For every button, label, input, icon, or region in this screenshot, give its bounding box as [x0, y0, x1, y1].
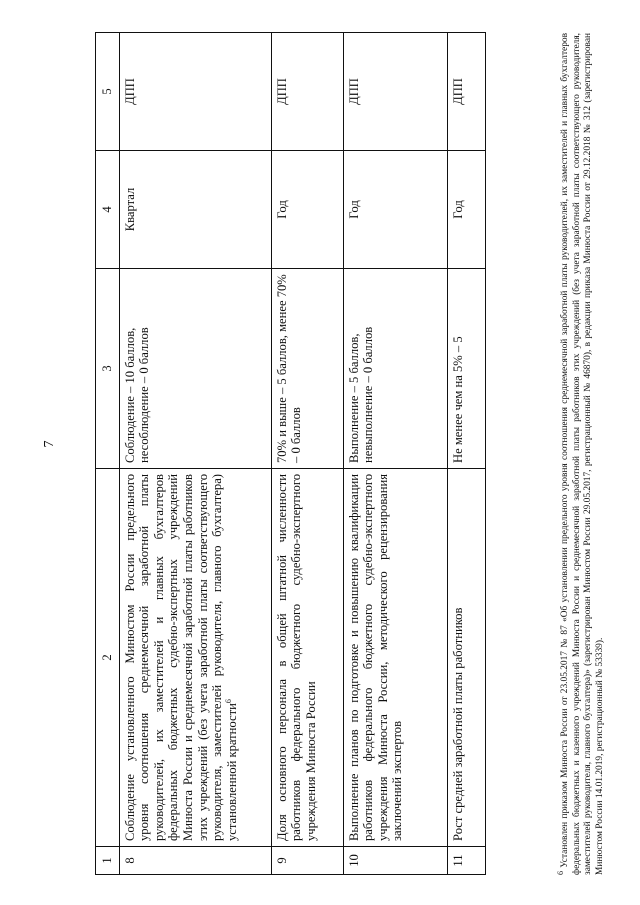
table-header-row — [96, 33, 120, 875]
header-col-5: 5 — [96, 33, 120, 151]
criterion-text: Соблюдение установленного Минюстом России предельного уровня соотношения среднемесячной заработной платы руководителей, их заместителей и главных бухгалтеров федеральных бюджетных судебно-экспертных учреждений Минюста России и среднемесячной заработной платы работников этих учреждений (без учета заработной платы соответствующего руководителя, заместителей руководителя, главного бухгалтера) установленной кратности — [122, 474, 239, 841]
criterion-cell — [119, 469, 271, 847]
period-cell: Квартал — [119, 151, 271, 269]
period-cell: Год — [447, 151, 485, 269]
table-row — [119, 33, 271, 875]
page-number: 7 — [42, 440, 57, 448]
footnote-marker: 6 — [555, 871, 565, 875]
footnote — [555, 33, 606, 875]
criteria-table — [95, 32, 486, 875]
header-col-4: 4 — [96, 151, 120, 269]
scoring-cell: Выполнение – 5 баллов, невыполнение – 0 баллов — [343, 269, 447, 469]
header-col-1: 1 — [96, 847, 120, 875]
table-row — [271, 33, 343, 875]
row-number: 9 — [271, 847, 343, 875]
header-col-3: 3 — [96, 269, 120, 469]
period-cell: Год — [343, 151, 447, 269]
row-number: 8 — [119, 847, 271, 875]
row-number: 11 — [447, 847, 485, 875]
criterion-cell: Выполнение планов по подготовке и повышению квалификации работников федерального бюджетного судебно-экспертного учреждения Минюста России, методического рецензирования заключений экспертов — [343, 469, 447, 847]
source-cell: ДПП — [271, 33, 343, 151]
source-cell: ДПП — [447, 33, 485, 151]
table-row — [343, 33, 447, 875]
scoring-cell: Соблюдение – 10 баллов, несоблюдение – 0 баллов — [119, 269, 271, 469]
table-row — [447, 33, 485, 875]
footnote-ref: 6 — [223, 699, 233, 704]
scoring-cell: Не менее чем на 5% – 5 — [447, 269, 485, 469]
criterion-cell: Рост средней заработной платы работников — [447, 469, 485, 847]
scoring-cell: 70% и выше – 5 баллов, менее 70% – 0 баллов — [271, 269, 343, 469]
footnote-text: Установлен приказом Минюста России от 23.05.2017 № 87 «Об установлении предельного уровня соотношения среднемесячной заработной платы руководителей, их заместителей и главных бухгалтеров федеральных бюджетных и казенного учреждений Минюста России и среднемесячной заработной платы работников этих учреждений (без учета заработной платы соответствующего руководителя, заместителей руководителя, главного бухгалтера)» (зарегистрирован Минюстом России 29.05.2017, регистрационный № 46870), в редакции приказа Минюста России от 29.12.2018 № 312 (зарегистрирован Минюстом России 14.01.2019, регистрационный № 53339). — [560, 33, 605, 875]
header-col-2: 2 — [96, 469, 120, 847]
row-number: 10 — [343, 847, 447, 875]
source-cell: ДПП — [119, 33, 271, 151]
source-cell: ДПП — [343, 33, 447, 151]
period-cell: Год — [271, 151, 343, 269]
criterion-cell: Доля основного персонала в общей штатной численности работников федерального бюджетного судебно-экспертного учреждения Минюста России — [271, 469, 343, 847]
